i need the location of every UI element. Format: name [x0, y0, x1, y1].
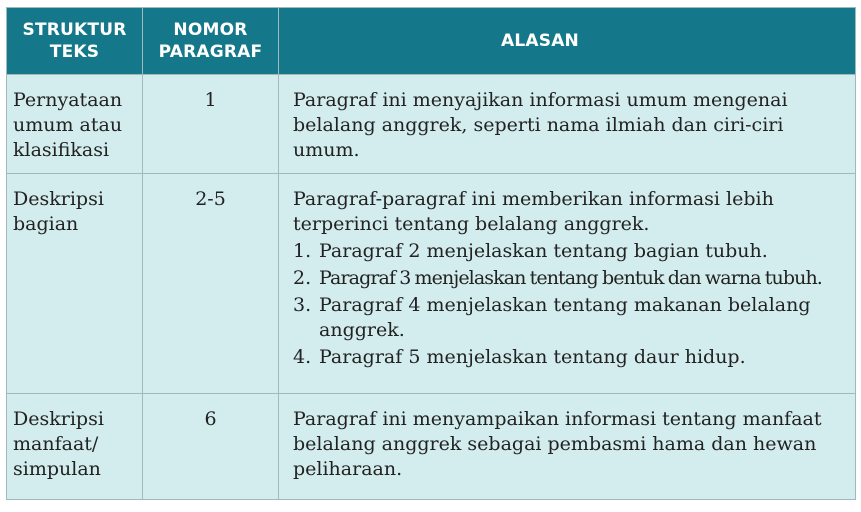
- list-number: 1.: [293, 240, 312, 262]
- table-row: [7, 75, 856, 174]
- cell-alasan: [279, 174, 856, 394]
- cell-nomor: 6: [143, 394, 279, 500]
- cell-nomor: 2-5: [143, 174, 279, 394]
- alasan-list: [293, 239, 849, 370]
- list-text: Paragraf 3 menjelaskan tentang bentuk dan warna tubuh.: [319, 267, 822, 289]
- text-structure-table: [6, 7, 856, 500]
- header-nomor-paragraf: NOMOR PARAGRAF: [143, 8, 279, 75]
- list-text: Paragraf 4 menjelaskan tentang makanan belalang anggrek.: [319, 294, 811, 341]
- cell-alasan: Paragraf ini menyampaikan informasi tentang manfaat belalang anggrek sebagai pembasmi hama dan hewan peliharaan.: [279, 394, 856, 500]
- header-alasan: ALASAN: [279, 8, 856, 75]
- table-row: [7, 394, 856, 500]
- list-text: Paragraf 5 menjelaskan tentang daur hidup.: [319, 346, 746, 368]
- list-text: Paragraf 2 menjelaskan tentang bagian tubuh.: [319, 240, 768, 262]
- header-row: [7, 8, 856, 75]
- header-struktur-teks: STRUKTUR TEKS: [7, 8, 143, 75]
- cell-alasan: Paragraf ini menyajikan informasi umum mengenai belalang anggrek, seperti nama ilmiah dan ciri-ciri umum.: [279, 75, 856, 174]
- list-item: [293, 239, 849, 264]
- cell-struktur: Deskripsi bagian: [7, 174, 143, 394]
- table-row: [7, 174, 856, 394]
- list-number: 3.: [293, 294, 312, 316]
- list-number: 2.: [293, 267, 312, 289]
- cell-nomor: 1: [143, 75, 279, 174]
- cell-struktur: Deskripsi manfaat/ simpulan: [7, 394, 143, 500]
- list-item: [293, 293, 849, 343]
- cell-struktur: Pernyataan umum atau klasifikasi: [7, 75, 143, 174]
- list-item: [293, 266, 849, 291]
- list-item: [293, 345, 849, 370]
- alasan-intro: Paragraf-paragraf ini memberikan informasi lebih terperinci tentang belalang anggrek.: [293, 188, 774, 235]
- list-number: 4.: [293, 346, 312, 368]
